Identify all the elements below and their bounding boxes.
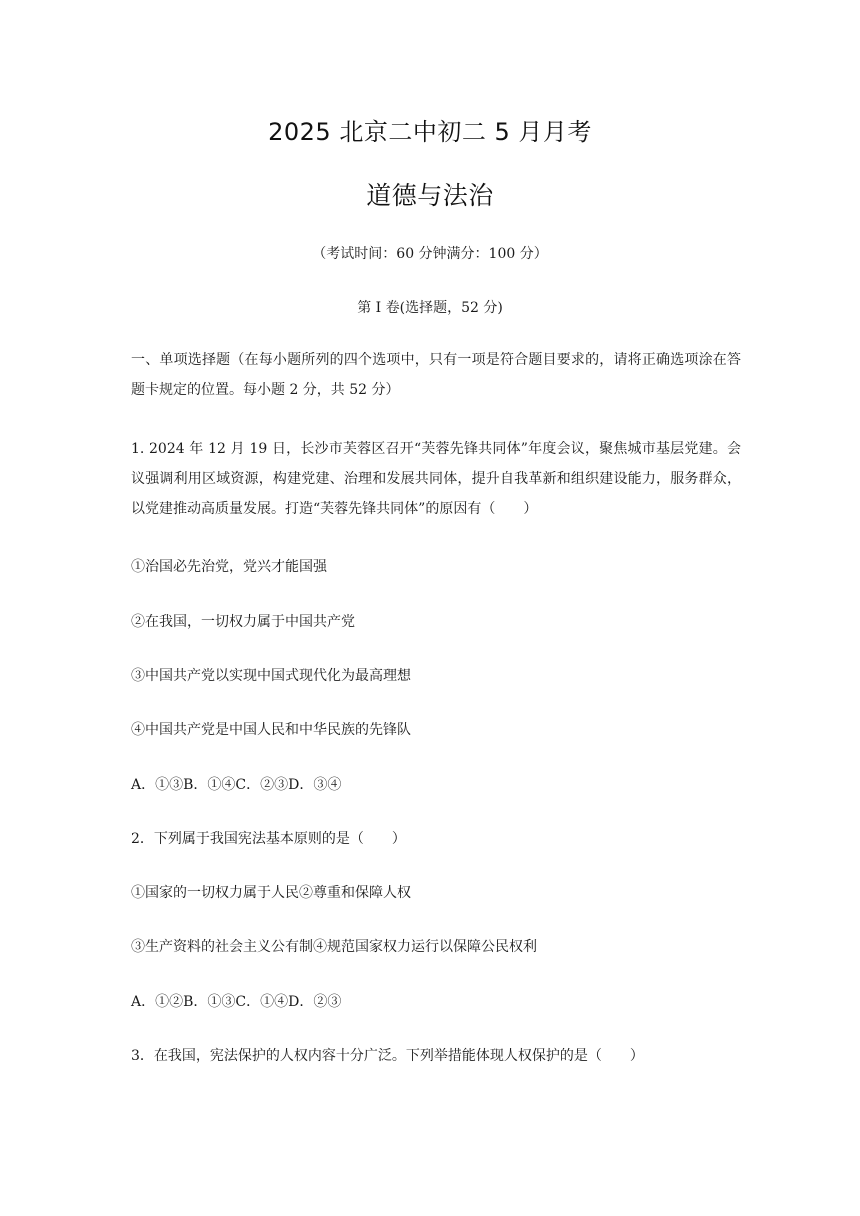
question-2-options: A．①②B．①③C．①④D．②③ — [131, 994, 342, 1010]
question-2-item-1: ①国家的一切权力属于人民②尊重和保障人权 — [131, 885, 411, 901]
question-3-stem: 3．在我国，宪法保护的人权内容十分广泛。下列举措能体现人权保护的是（ ） — [131, 1048, 644, 1064]
question-1-item-3: ③中国共产党以实现中国式现代化为最高理想 — [131, 668, 411, 684]
exam-title: 2025 北京二中初二 5 月月考 — [268, 118, 592, 146]
subject-title: 道德与法治 — [366, 181, 494, 210]
question-1-stem: 1. 2024 年 12 月 19 日，长沙市芙蓉区召开“芙蓉先锋共同体”年度会议，聚焦城市基层党建。会议强调利用区域资源，构建党建、治理和发展共同体，提升自我革新和组织建设能力，服务群众，以党建推动高质量发展。打造“芙蓉先锋共同体”的原因有（ ） — [131, 441, 741, 517]
volume-heading: 第 I 卷(选择题，52 分) — [357, 300, 503, 316]
section-instructions: 一、单项选择题（在每小题所列的四个选项中，只有一项是符合题目要求的，请将正确选项涂在答题卡规定的位置。每小题 2 分，共 52 分） — [131, 352, 741, 398]
question-1-item-2: ②在我国，一切权力属于中国共产党 — [131, 614, 355, 630]
question-1-item-1: ①治国必先治党，党兴才能国强 — [131, 559, 327, 575]
question-1-item-4: ④中国共产党是中国人民和中华民族的先锋队 — [131, 722, 411, 738]
question-2-item-2: ③生产资料的社会主义公有制④规范国家权力运行以保障公民权利 — [131, 939, 537, 955]
question-2-stem: 2．下列属于我国宪法基本原则的是（ ） — [131, 831, 406, 847]
question-1-options: A．①③B．①④C．②③D．③④ — [131, 777, 342, 793]
exam-info: （考试时间：60 分钟满分：100 分） — [312, 246, 548, 262]
